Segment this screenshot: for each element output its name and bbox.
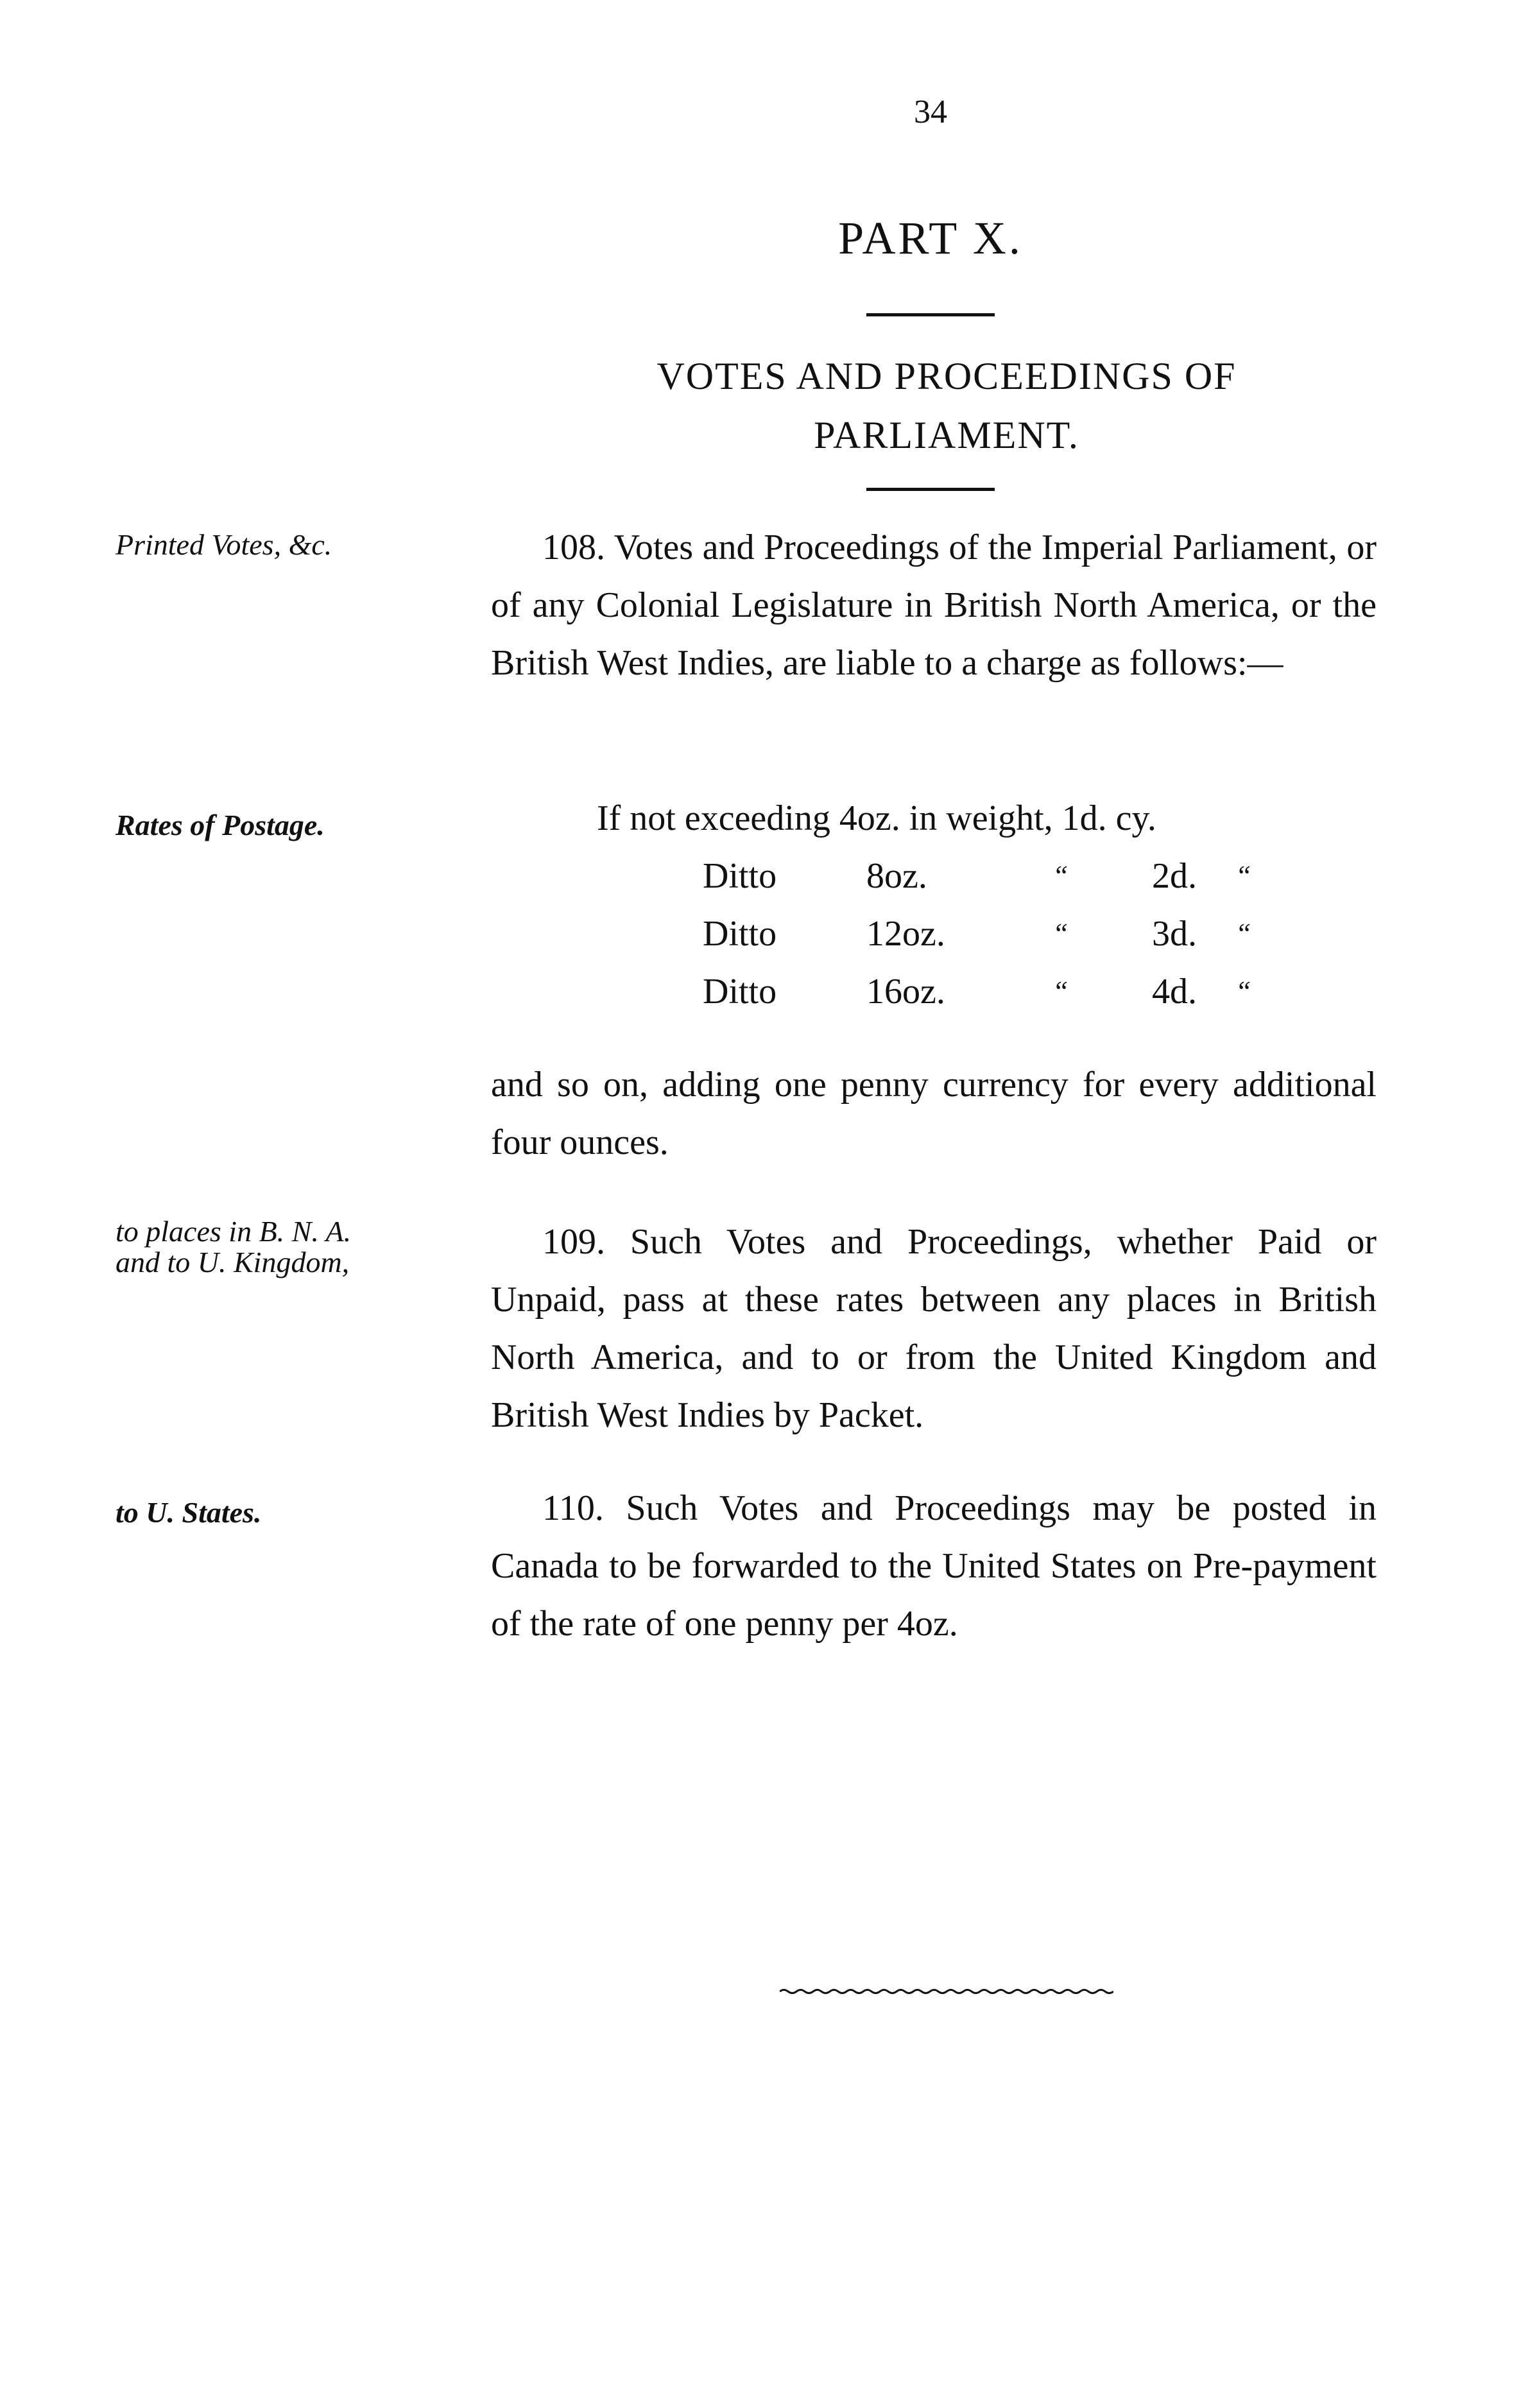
ditto-mark: “ bbox=[1052, 860, 1069, 891]
margin-note-to-us: to U. States. bbox=[116, 1496, 262, 1529]
section-title bbox=[552, 347, 1341, 465]
part-title: PART X. bbox=[838, 212, 1023, 264]
rate-value: 2d. bbox=[1152, 856, 1197, 896]
ditto-mark: “ bbox=[1235, 918, 1251, 949]
rate-label: Ditto bbox=[703, 914, 777, 954]
ditto-mark: “ bbox=[1052, 976, 1069, 1007]
rate-first-line: If not exceeding 4oz. in weight, 1d. cy. bbox=[597, 798, 1156, 838]
paragraph-109: 109. Such Votes and Proceedings, whether Paid or Unpaid, pass at these rates between any places in British North America, and to or from the United Kingdom and British West Indies by Packet. bbox=[491, 1222, 1377, 1435]
rate-value: 4d. bbox=[1152, 972, 1197, 1011]
rate-row bbox=[491, 905, 1377, 963]
paragraph-110: 110. Such Votes and Proceedings may be posted in Canada to be forwarded to the United States on Pre-payment of the rate of one penny per 4oz. bbox=[491, 1488, 1377, 1644]
rate-weight: 12oz. bbox=[866, 914, 945, 954]
paragraph-108: 108. Votes and Proceedings of the Imperial Parliament, or of any Colonial Legislature in British North America, or the British West Indies, are liable to a charge as follows:— bbox=[491, 528, 1377, 683]
title-rule bbox=[866, 313, 995, 316]
paragraph-continuation: and so on, adding one penny currency for every additional four ounces. bbox=[491, 1065, 1377, 1162]
closing-wavy-rule bbox=[780, 1988, 1113, 1995]
ditto-mark: “ bbox=[1235, 976, 1251, 1007]
ditto-mark: “ bbox=[1235, 860, 1251, 891]
rate-weight: 8oz. bbox=[866, 856, 927, 896]
section-title-line2: PARLIAMENT. bbox=[814, 414, 1079, 456]
page-number: 34 bbox=[914, 94, 947, 130]
margin-note-to-places-line2: and to U. Kingdom, bbox=[116, 1246, 350, 1278]
margin-note-printed-votes: Printed Votes, &c. bbox=[116, 528, 332, 561]
rate-weight: 16oz. bbox=[866, 972, 945, 1011]
ditto-mark: “ bbox=[1052, 918, 1069, 949]
margin-note-to-places-line1: to places in B. N. A. bbox=[116, 1215, 352, 1248]
section-title-line1: VOTES AND PROCEEDINGS OF bbox=[657, 355, 1237, 397]
rate-row bbox=[491, 847, 1377, 905]
rate-value: 3d. bbox=[1152, 914, 1197, 954]
margin-note-to-places bbox=[116, 1216, 475, 1278]
margin-note-rates-of-postage: Rates of Postage. bbox=[116, 809, 325, 841]
rate-label: Ditto bbox=[703, 972, 777, 1011]
rate-label: Ditto bbox=[703, 856, 777, 896]
section-rule bbox=[866, 488, 995, 491]
rate-row bbox=[491, 963, 1377, 1020]
rates-table bbox=[491, 789, 1377, 1020]
